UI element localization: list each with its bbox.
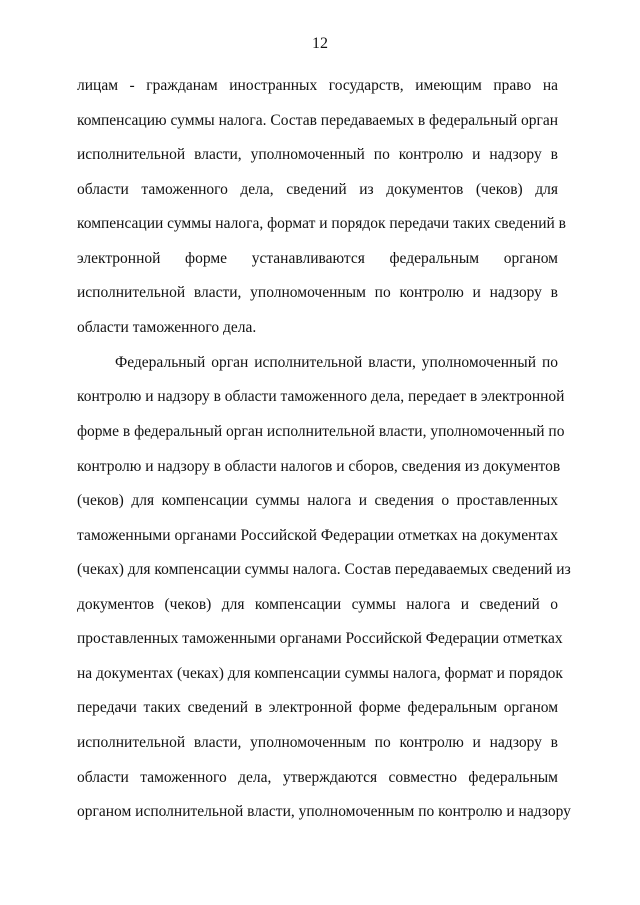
text-line: форме в федеральный орган исполнительной власти, уполномоченный по [77,423,565,440]
text-line: исполнительной власти, уполномоченным по контролю и надзору в [77,284,558,301]
text-line: Федеральный орган исполнительной власти, уполномоченный по [115,354,558,371]
text-line: передачи таких сведений в электронной форме федеральным органом [77,699,558,716]
text-line: компенсации суммы налога, формат и порядок передачи таких сведений в [77,215,566,232]
text-line: компенсацию суммы налога. Состав передаваемых в федеральный орган [77,112,559,129]
text-line: области таможенного дела, сведений из документов (чеков) для [77,181,558,198]
text-line: органом исполнительной власти, уполномоченным по контролю и надзору [77,803,571,820]
text-line: контролю и надзору в области таможенного дела, передает в электронной [77,388,565,405]
text-line: (чеков) для компенсации суммы налога и сведения о проставленных [77,492,558,509]
text-line: электронной форме устанавливаются федеральным органом [77,250,558,267]
text-line: контролю и надзору в области налогов и сборов, сведения из документов [77,458,561,475]
text-line: исполнительной власти, уполномоченным по контролю и надзору в [77,734,558,751]
text-line: области таможенного дела. [77,319,257,336]
text-line: на документах (чеках) для компенсации суммы налога, формат и порядок [77,665,563,682]
text-line: исполнительной власти, уполномоченный по контролю и надзору в [77,146,558,163]
text-line: документов (чеков) для компенсации суммы налога и сведений о [77,596,558,613]
text-line: лицам - гражданам иностранных государств, имеющим право на [77,77,558,94]
text-line: проставленных таможенными органами Российской Федерации отметках [77,630,563,647]
text-line: области таможенного дела, утверждаются совместно федеральным [77,769,558,786]
text-line: (чеках) для компенсации суммы налога. Состав передаваемых сведений из [77,561,571,578]
text-line: таможенными органами Российской Федерации отметках на документах [77,527,558,544]
page-number: 12 [312,35,328,52]
